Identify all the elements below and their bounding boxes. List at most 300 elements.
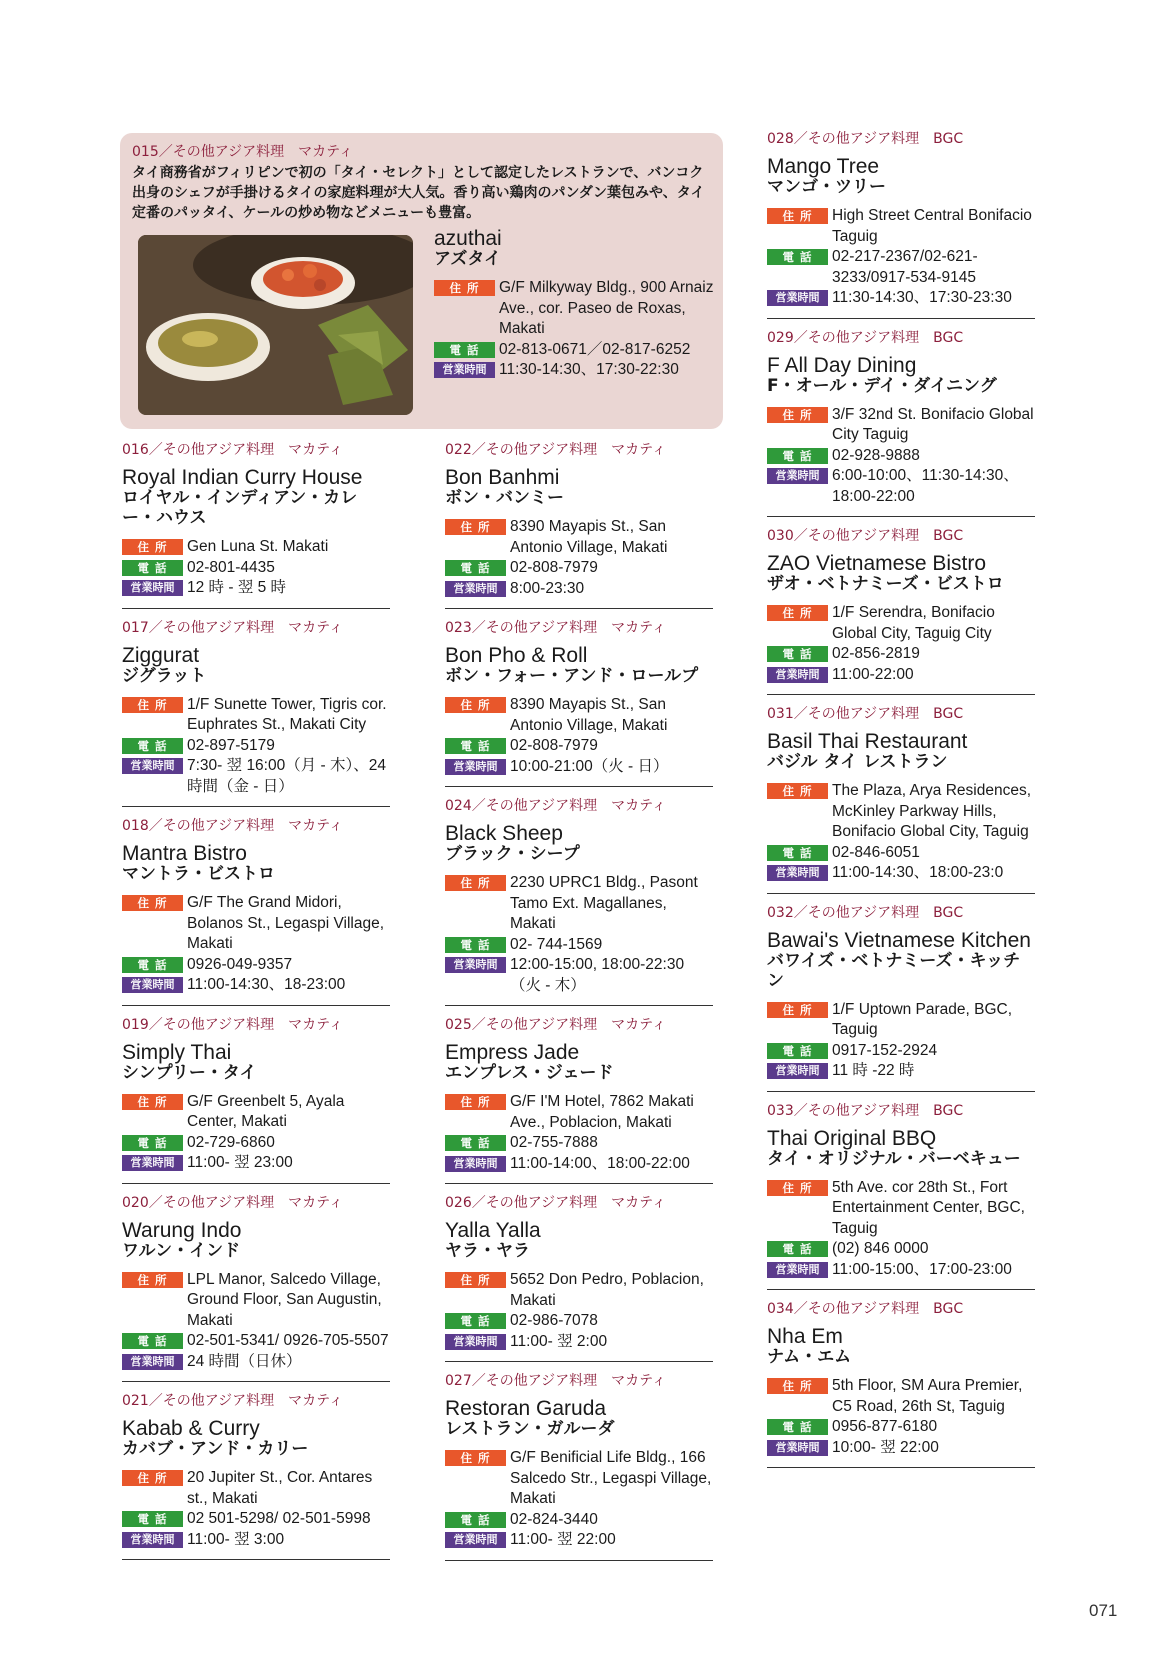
hours-row xyxy=(767,288,1035,309)
phone-value: 02-808-7979 xyxy=(510,559,598,576)
hours-value: 11:00-14:30、18-23:00 xyxy=(187,976,346,993)
area-label: マカティ xyxy=(288,1016,344,1033)
phone-row xyxy=(767,1041,1035,1062)
restaurant-entry xyxy=(445,441,713,609)
address-label: 住 所 xyxy=(445,1094,506,1110)
featured-restaurant-box xyxy=(120,133,723,429)
restaurant-category xyxy=(767,130,1035,148)
listing-column-left xyxy=(122,441,422,1560)
address-label: 住 所 xyxy=(445,1450,506,1466)
hours-row xyxy=(445,955,713,996)
phone-value: 0956-877-6180 xyxy=(832,1418,938,1435)
phone-row xyxy=(445,935,713,956)
restaurant-category xyxy=(767,1300,1035,1318)
address-row xyxy=(445,1448,713,1510)
restaurant-name-jp: アズタイ xyxy=(434,249,501,269)
restaurant-category xyxy=(767,904,1035,922)
hours-row xyxy=(767,1438,1035,1459)
phone-value: 02-986-7078 xyxy=(510,1312,598,1329)
area-label: マカティ xyxy=(288,442,344,458)
restaurant-category xyxy=(445,797,713,815)
area-label: マカティ xyxy=(288,1393,344,1409)
phone-label: 電 話 xyxy=(122,1511,183,1527)
restaurant-entry xyxy=(122,1016,390,1184)
category-label: 015／その他アジア料理 xyxy=(132,144,285,160)
address-value: 1/F Sunette Tower, Tigris cor. Euphrates St., Makati City xyxy=(187,695,387,733)
hours-value: 11:00- 翌 23:00 xyxy=(187,1154,293,1171)
category-label: 017／その他アジア料理 xyxy=(122,619,275,636)
phone-value: 02-755-7888 xyxy=(510,1134,598,1151)
address-row xyxy=(122,893,390,955)
hours-label: 営業時間 xyxy=(122,977,183,993)
page-number: 071 xyxy=(1089,1601,1118,1620)
phone-row xyxy=(434,340,719,361)
area-label: マカティ xyxy=(611,442,667,458)
address-value: G/F Benificial Life Bldg., 166 Salcedo Str., Legaspi Village, Makati xyxy=(510,1449,712,1507)
area-label: マカティ xyxy=(611,1373,667,1389)
restaurant-entry xyxy=(122,1392,390,1560)
feature-info xyxy=(434,229,719,381)
hours-row xyxy=(767,466,1035,507)
restaurant-entry xyxy=(445,797,713,1006)
address-label: 住 所 xyxy=(122,1470,183,1486)
phone-label: 電 話 xyxy=(767,1419,828,1435)
address-label: 住 所 xyxy=(122,697,183,713)
address-row xyxy=(767,781,1035,843)
hours-label: 営業時間 xyxy=(767,667,828,683)
restaurant-name-jp: マントラ・ビストロ xyxy=(122,864,275,884)
hours-label: 営業時間 xyxy=(122,758,183,774)
hours-value: 11:00- 翌 2:00 xyxy=(510,1332,608,1350)
address-value: 8390 Mayapis St., San Antonio Village, Makati xyxy=(510,518,668,556)
phone-row xyxy=(767,1239,1035,1260)
hours-value: 11:00-14:30、18:00-23:0 xyxy=(832,864,1004,881)
phone-label: 電 話 xyxy=(122,738,183,754)
restaurant-category xyxy=(122,1392,390,1410)
hours-value: 11:00- 翌 3:00 xyxy=(187,1530,285,1548)
address-value: 3/F 32nd St. Bonifacio Global City Taguig xyxy=(832,405,1034,443)
address-row xyxy=(445,517,713,558)
address-label: 住 所 xyxy=(767,208,828,224)
address-label: 住 所 xyxy=(122,539,183,555)
phone-label: 電 話 xyxy=(122,957,183,973)
restaurant-name-en: Restoran Garuda xyxy=(445,1397,607,1420)
restaurant-name-en: Ziggurat xyxy=(122,643,200,667)
restaurant-name-jp: マンゴ・ツリー xyxy=(767,177,886,197)
restaurant-name-jp: ワルン・インド xyxy=(122,1240,241,1261)
hours-row xyxy=(434,360,719,381)
hours-row xyxy=(767,863,1035,884)
address-row xyxy=(122,537,390,558)
address-value: Gen Luna St. Makati xyxy=(187,538,329,555)
restaurant-name-en: Bon Pho & Roll xyxy=(445,644,588,667)
address-row xyxy=(767,603,1035,644)
address-value: G/F I'M Hotel, 7862 Makati Ave., Poblacion, Makati xyxy=(510,1093,694,1131)
phone-value: 02- 744-1569 xyxy=(510,935,603,953)
address-row xyxy=(767,1376,1035,1417)
phone-value: 02-217-2367/02-621-3233/0917-534-9145 xyxy=(832,248,978,286)
address-value: The Plaza, Arya Residences, McKinley Parkway Hills, Bonifacio Global City, Taguig xyxy=(832,782,1032,840)
category-label: 020／その他アジア料理 xyxy=(122,1194,275,1211)
phone-row xyxy=(767,1417,1035,1438)
address-row xyxy=(445,1270,713,1311)
phone-label: 電 話 xyxy=(445,738,506,754)
address-label: 住 所 xyxy=(445,875,506,891)
restaurant-name-en: Nha Em xyxy=(767,1325,843,1348)
area-label: マカティ xyxy=(611,798,667,814)
restaurant-category xyxy=(767,527,1035,545)
hours-row xyxy=(122,1352,390,1373)
address-label: 住 所 xyxy=(767,783,828,799)
restaurant-category xyxy=(122,1194,390,1212)
hours-value: 11:30-14:30、17:30-22:30 xyxy=(499,361,679,378)
hours-row xyxy=(445,1530,713,1551)
hours-row xyxy=(122,756,390,797)
restaurant-entry xyxy=(767,130,1035,319)
hours-label: 営業時間 xyxy=(122,580,183,596)
address-label: 住 所 xyxy=(767,605,828,621)
phone-value: 02 501-5298/ 02-501-5998 xyxy=(187,1510,371,1527)
restaurant-name-jp: ロイヤル・インディアン・カレー・ハウス xyxy=(122,488,358,528)
phone-value: 02-729-6860 xyxy=(187,1133,275,1151)
address-row xyxy=(122,1270,390,1332)
restaurant-name-en: Thai Original BBQ xyxy=(767,1126,937,1150)
address-row xyxy=(122,695,390,736)
restaurant-name-en: Yalla Yalla xyxy=(445,1219,541,1242)
listing-column-right xyxy=(767,130,1077,1468)
restaurant-name-jp: ボン・バンミー xyxy=(445,488,564,508)
address-value: G/F The Grand Midori, Bolanos St., Legaspi Village, Makati xyxy=(187,894,385,952)
phone-label: 電 話 xyxy=(434,342,495,358)
feature-description: タイ商務省がフィリピンで初の「タイ・セレクト」として認定したレストランで、バンコク出身のシェフが手掛けるタイの家庭料理が大人気。香り高い鶏肉のパンダン葉包みや、タイ定番のパッタイ、ケールの炒め物などメニューも豊富。 xyxy=(132,165,705,221)
hours-row xyxy=(767,1260,1035,1281)
restaurant-entry xyxy=(445,1194,713,1362)
area-label: マカティ xyxy=(298,144,354,160)
hours-value: 6:00-10:00、11:30-14:30、18:00-22:00 xyxy=(832,467,1019,505)
restaurant-category xyxy=(767,329,1035,347)
category-label: 025／その他アジア料理 xyxy=(445,1017,598,1033)
phone-row xyxy=(122,558,390,579)
phone-value: 02-824-3440 xyxy=(510,1510,598,1528)
category-label: 019／その他アジア料理 xyxy=(122,1016,275,1033)
category-label: 018／その他アジア料理 xyxy=(122,818,275,834)
address-row xyxy=(767,1178,1035,1240)
restaurant-name-en: Black Sheep xyxy=(445,822,563,845)
hours-row xyxy=(445,579,713,600)
hours-row xyxy=(767,1061,1035,1082)
restaurant-entry xyxy=(767,527,1035,695)
restaurant-name-en: azuthai xyxy=(434,227,502,250)
restaurant-entry xyxy=(445,619,713,787)
hours-row xyxy=(445,757,713,778)
category-label: 028／その他アジア料理 xyxy=(767,131,920,147)
area-label: マカティ xyxy=(288,818,344,834)
category-label: 031／その他アジア料理 xyxy=(767,706,920,722)
area-label: マカティ xyxy=(288,619,344,636)
restaurant-name-jp: F・オール・デイ・ダイニング xyxy=(767,375,997,396)
phone-row xyxy=(122,1509,390,1530)
hours-value: 11 時 -22 時 xyxy=(832,1062,915,1079)
address-value: 5th Ave. cor 28th St., Fort Entertainment Center, BGC, Taguig xyxy=(832,1178,1025,1237)
address-label: 住 所 xyxy=(445,697,506,713)
restaurant-category xyxy=(445,619,713,637)
address-value: High Street Central Bonifacio Taguig xyxy=(832,207,1032,245)
category-label: 030／その他アジア料理 xyxy=(767,528,920,544)
hours-label: 営業時間 xyxy=(767,468,828,484)
category-label: 033／その他アジア料理 xyxy=(767,1102,920,1119)
hours-label: 営業時間 xyxy=(445,957,506,973)
restaurant-entry xyxy=(767,329,1035,518)
phone-label: 電 話 xyxy=(445,1135,506,1151)
phone-value: 02-856-2819 xyxy=(832,645,920,662)
restaurant-name-jp: シンプリー・タイ xyxy=(122,1062,257,1083)
address-row xyxy=(122,1468,390,1509)
hours-label: 営業時間 xyxy=(767,290,828,306)
restaurant-name-en: Warung Indo xyxy=(122,1218,242,1242)
phone-value: (02) 846 0000 xyxy=(832,1240,929,1257)
address-label: 住 所 xyxy=(767,1378,828,1394)
phone-row xyxy=(767,446,1035,467)
restaurant-category xyxy=(445,1194,713,1212)
area-label: BGC xyxy=(933,528,964,544)
restaurant-name-en: Simply Thai xyxy=(122,1040,232,1064)
category-label: 032／その他アジア料理 xyxy=(767,904,920,921)
restaurant-category xyxy=(767,705,1035,723)
restaurant-name-en: ZAO Vietnamese Bistro xyxy=(767,552,987,575)
address-row xyxy=(122,1092,390,1133)
phone-value: 02-846-6051 xyxy=(832,843,920,861)
restaurant-category xyxy=(122,817,390,835)
restaurant-category xyxy=(767,1102,1035,1120)
restaurant-name-en: Empress Jade xyxy=(445,1041,580,1064)
phone-row xyxy=(445,736,713,757)
restaurant-entry xyxy=(122,1194,390,1383)
phone-label: 電 話 xyxy=(767,646,828,662)
phone-row xyxy=(445,558,713,579)
phone-label: 電 話 xyxy=(445,560,506,576)
phone-label: 電 話 xyxy=(767,249,828,265)
hours-label: 営業時間 xyxy=(122,1155,183,1171)
hours-label: 営業時間 xyxy=(445,759,506,775)
phone-row xyxy=(767,843,1035,864)
address-label: 住 所 xyxy=(122,1272,183,1288)
phone-value: 02-813-0671／02-817-6252 xyxy=(499,340,691,358)
restaurant-entry xyxy=(445,1016,713,1184)
address-row xyxy=(445,695,713,736)
area-label: マカティ xyxy=(611,1195,667,1211)
category-label: 026／その他アジア料理 xyxy=(445,1195,598,1211)
phone-value: 02-928-9888 xyxy=(832,446,920,464)
phone-row xyxy=(122,1331,390,1352)
restaurant-name-en: Basil Thai Restaurant xyxy=(767,730,968,753)
phone-label: 電 話 xyxy=(122,1135,183,1151)
hours-label: 営業時間 xyxy=(445,1156,506,1172)
address-row xyxy=(767,206,1035,247)
hours-value: 10:00- 翌 22:00 xyxy=(832,1438,939,1456)
restaurant-category xyxy=(122,441,390,459)
restaurant-name-jp: カバブ・アンド・カリー xyxy=(122,1439,309,1459)
phone-row xyxy=(445,1510,713,1531)
feature-category xyxy=(132,143,353,161)
hours-value: 11:00-14:00、18:00-22:00 xyxy=(510,1154,690,1172)
restaurant-name-en: Bawai's Vietnamese Kitchen xyxy=(767,928,1031,952)
restaurant-name-jp: ザオ・ベトナミーズ・ビストロ xyxy=(767,574,1004,594)
address-label: 住 所 xyxy=(122,1094,183,1110)
restaurant-category xyxy=(445,441,713,459)
area-label: マカティ xyxy=(611,620,667,636)
restaurant-name-jp: ブラック・シープ xyxy=(445,844,580,864)
restaurant-category xyxy=(445,1016,713,1034)
phone-label: 電 話 xyxy=(122,1333,183,1349)
hours-row xyxy=(122,578,390,599)
phone-label: 電 話 xyxy=(445,1313,506,1329)
area-label: BGC xyxy=(933,131,964,147)
address-value: 20 Jupiter St., Cor. Antares st., Makati xyxy=(187,1469,373,1507)
restaurant-name-jp: バジル タイ レストラン xyxy=(767,752,948,772)
address-value: LPL Manor, Salcedo Village, Ground Floor, San Augustin, Makati xyxy=(187,1270,382,1329)
restaurant-name-jp: タイ・オリジナル・バーベキュー xyxy=(767,1148,1021,1169)
hours-label: 営業時間 xyxy=(767,1262,828,1278)
area-label: BGC xyxy=(933,706,964,722)
hours-label: 営業時間 xyxy=(445,1334,506,1350)
address-label: 住 所 xyxy=(767,1002,828,1018)
category-label: 034／その他アジア料理 xyxy=(767,1301,920,1317)
hours-label: 営業時間 xyxy=(767,865,828,881)
address-value: 1/F Uptown Parade, BGC, Taguig xyxy=(832,1000,1013,1038)
phone-row xyxy=(122,955,390,976)
address-row xyxy=(445,873,713,935)
hours-label: 営業時間 xyxy=(445,1532,506,1548)
restaurant-name-jp: エンプレス・ジェード xyxy=(445,1063,614,1083)
address-label: 住 所 xyxy=(434,280,495,296)
restaurant-name-jp: バワイズ・ベトナミーズ・キッチン xyxy=(767,950,1021,991)
phone-label: 電 話 xyxy=(767,1043,828,1059)
restaurant-entry xyxy=(445,1372,713,1561)
category-label: 027／その他アジア料理 xyxy=(445,1373,598,1389)
restaurant-entry xyxy=(767,1102,1035,1291)
hours-value: 7:30- 翌 16:00（月 - 木）、24 時間（金 - 日） xyxy=(187,757,386,795)
address-row xyxy=(767,405,1035,446)
address-row xyxy=(445,1092,713,1133)
hours-label: 営業時間 xyxy=(767,1063,828,1079)
phone-row xyxy=(122,736,390,757)
category-label: 016／その他アジア料理 xyxy=(122,442,275,458)
hours-label: 営業時間 xyxy=(122,1532,183,1548)
phone-value: 0917-152-2924 xyxy=(832,1041,938,1059)
category-label: 022／その他アジア料理 xyxy=(445,442,598,458)
phone-label: 電 話 xyxy=(767,845,828,861)
category-label: 023／その他アジア料理 xyxy=(445,620,598,636)
hours-value: 11:00-15:00、17:00-23:00 xyxy=(832,1260,1012,1278)
restaurant-entry xyxy=(122,441,390,609)
address-row xyxy=(434,278,719,340)
address-value: 5652 Don Pedro, Poblacion, Makati xyxy=(510,1271,704,1309)
category-label: 024／その他アジア料理 xyxy=(445,798,598,814)
restaurant-name-jp: ヤラ・ヤラ xyxy=(445,1241,530,1261)
phone-row xyxy=(445,1133,713,1154)
hours-value: 8:00-23:30 xyxy=(510,579,585,597)
hours-label: 営業時間 xyxy=(767,1440,828,1456)
restaurant-name-jp: ジグラット xyxy=(122,665,207,686)
area-label: BGC xyxy=(933,1301,964,1317)
phone-label: 電 話 xyxy=(122,560,183,576)
category-label: 021／その他アジア料理 xyxy=(122,1393,275,1409)
address-row xyxy=(767,1000,1035,1041)
phone-value: 02-808-7979 xyxy=(510,737,598,754)
phone-value: 02-801-4435 xyxy=(187,558,275,576)
area-label: BGC xyxy=(933,1102,964,1119)
restaurant-name-jp: ボン・フォー・アンド・ロールプ xyxy=(445,666,699,686)
restaurant-name-en: Royal Indian Curry House xyxy=(122,466,363,489)
restaurant-name-jp: レストラン・ガルーダ xyxy=(445,1419,615,1439)
hours-value: 11:00- 翌 22:00 xyxy=(510,1531,616,1548)
address-value: G/F Milkyway Bldg., 900 Arnaiz Ave., cor. Paseo de Roxas, Makati xyxy=(499,279,714,337)
hours-row xyxy=(122,975,390,996)
area-label: BGC xyxy=(933,329,964,346)
address-label: 住 所 xyxy=(122,895,183,911)
restaurant-entry xyxy=(767,904,1035,1092)
food-photo xyxy=(138,235,413,415)
phone-row xyxy=(767,247,1035,288)
restaurant-name-en: Mantra Bistro xyxy=(122,842,247,865)
area-label: マカティ xyxy=(288,1194,344,1211)
address-value: 2230 UPRC1 Bldg., Pasont Tamo Ext. Magallanes, Makati xyxy=(510,874,698,932)
phone-value: 02-501-5341/ 0926-705-5507 xyxy=(187,1332,389,1349)
hours-row xyxy=(122,1153,390,1174)
area-label: BGC xyxy=(933,904,964,921)
hours-label: 営業時間 xyxy=(445,581,506,597)
hours-row xyxy=(445,1332,713,1353)
restaurant-entry xyxy=(767,705,1035,894)
hours-value: 12:00-15:00, 18:00-22:30（火 - 木） xyxy=(510,956,685,994)
phone-value: 02-897-5179 xyxy=(187,736,275,754)
hours-value: 11:30-14:30、17:30-23:30 xyxy=(832,289,1012,306)
hours-value: 12 時 - 翌 5 時 xyxy=(187,579,287,596)
restaurant-name-en: Mango Tree xyxy=(767,155,880,178)
hours-value: 24 時間（日休） xyxy=(187,1352,302,1370)
restaurant-name-en: F All Day Dining xyxy=(767,353,917,377)
restaurant-category xyxy=(122,1016,390,1034)
category-label: 029／その他アジア料理 xyxy=(767,329,920,346)
address-value: G/F Greenbelt 5, Ayala Center, Makati xyxy=(187,1092,345,1130)
hours-row xyxy=(122,1530,390,1551)
hours-label: 営業時間 xyxy=(122,1354,183,1370)
hours-row xyxy=(767,665,1035,686)
restaurant-entry xyxy=(767,1300,1035,1468)
address-label: 住 所 xyxy=(767,1180,828,1196)
restaurant-name-en: Kabab & Curry xyxy=(122,1417,260,1440)
phone-value: 0926-049-9357 xyxy=(187,955,293,973)
address-value: 8390 Mayapis St., San Antonio Village, Makati xyxy=(510,696,668,734)
phone-row xyxy=(445,1311,713,1332)
listing-column-middle xyxy=(445,441,763,1561)
phone-row xyxy=(122,1133,390,1154)
address-label: 住 所 xyxy=(445,519,506,535)
phone-label: 電 話 xyxy=(767,1241,828,1257)
hours-value: 11:00-22:00 xyxy=(832,665,914,683)
hours-row xyxy=(445,1154,713,1175)
restaurant-category xyxy=(122,619,390,637)
address-value: 5th Floor, SM Aura Premier, C5 Road, 26th St, Taguig xyxy=(832,1377,1023,1415)
restaurant-name-en: Bon Banhmi xyxy=(445,466,560,489)
phone-row xyxy=(767,644,1035,665)
phone-label: 電 話 xyxy=(445,937,506,953)
address-label: 住 所 xyxy=(767,407,828,423)
restaurant-entry xyxy=(122,817,390,1006)
area-label: マカティ xyxy=(611,1017,667,1033)
address-value: 1/F Serendra, Bonifacio Global City, Taguig City xyxy=(832,604,995,642)
restaurant-name-jp: ナム・エム xyxy=(767,1347,852,1367)
